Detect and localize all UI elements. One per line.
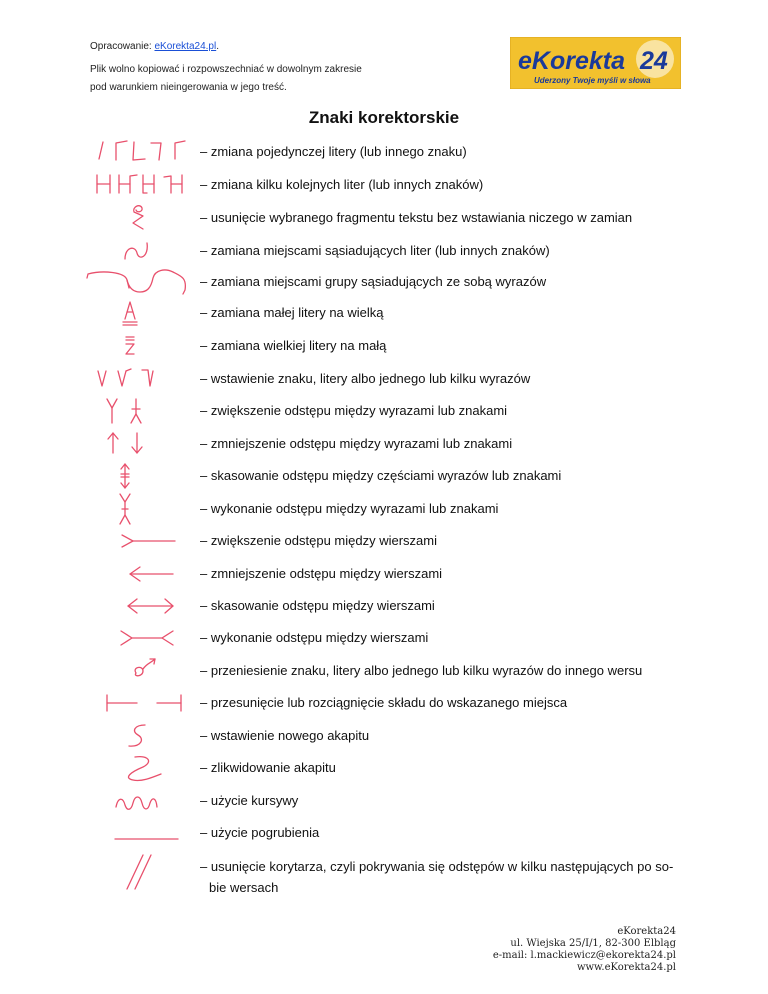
prepared-prefix: Opracowanie: [90,41,155,52]
decrease-word-spacing-mark [85,428,197,460]
item-desc: – zmiana pojedynczej litery (lub innego znaku) [200,144,467,159]
list-item [0,590,768,622]
shift-typesetting-mark [85,687,197,719]
prepared-link[interactable]: eKorekta24.pl [154,41,217,52]
item-desc: – wykonanie odstępu między wierszami [200,630,429,645]
item-desc: – wstawienie nowego akapitu [200,728,370,743]
add-line-spacing-mark [85,622,197,654]
item-desc: – zamiana wielkiej litery na małą [200,338,387,353]
item-desc: – usunięcie korytarza, czyli pokrywania się odstępów w kilku następujących po so- [200,859,674,874]
footer-email: e-mail: l.mackiewicz@ekorekta24.pl [492,950,676,961]
item-desc: – zamiana miejscami sąsiadujących liter (lub innych znaków) [200,243,550,258]
list-item [0,297,768,329]
item-desc: – zmniejszenie odstępu między wyrazami lub znakami [200,436,513,451]
swap-letters-mark [85,235,197,267]
item-desc: – przesunięcie lub rozciągnięcie składu do wskazanego miejsca [200,695,568,710]
list-item [0,525,768,557]
list-item [0,330,768,362]
delete-mark [85,202,197,234]
license-line-2: pod warunkiem nieingerowania w jego treść. [90,82,287,93]
add-spacing-mark [85,493,197,525]
list-item [0,136,768,168]
list-item [0,851,768,883]
list-item [0,493,768,525]
logo-brand: eKorekta [518,47,625,75]
item-desc: – zmiana kilku kolejnych liter (lub innych znaków) [200,177,484,192]
item-desc: – zlikwidowanie akapitu [200,760,336,775]
logo-number: 24 [640,47,668,75]
bold-mark [85,817,197,849]
list-item [0,235,768,267]
swap-words-mark [85,266,197,298]
list-item [0,266,768,298]
list-item [0,428,768,460]
remove-paragraph-mark [85,752,197,784]
single-letter-change-mark [85,136,197,168]
decrease-line-spacing-mark [85,558,197,590]
item-desc: – zwiększenie odstępu między wyrazami lub znakami [200,403,508,418]
increase-line-spacing-mark [85,525,197,557]
item-desc: – skasowanie odstępu między częściami wyrazów lub znakami [200,468,562,483]
footer-contact [493,926,676,974]
item-desc: – usunięcie wybranego fragmentu tekstu bez wstawiania niczego w zamian [200,210,633,225]
increase-word-spacing-mark [85,395,197,427]
remove-spacing-mark [85,460,197,492]
item-desc: – przeniesienie znaku, litery albo jednego lub kilku wyrazów do innego wersu [200,663,643,678]
footer-name: eKorekta24 [617,926,676,937]
license-line-1: Plik wolno kopiować i rozpowszechniać w dowolnym zakresie [90,64,362,75]
item-desc: – zwiększenie odstępu między wierszami [200,533,437,548]
item-desc: – zamiana miejscami grupy sąsiadujących ze sobą wyrazów [200,274,547,289]
list-item [0,687,768,719]
footer-www: www.eKorekta24.pl [576,962,676,973]
list-item [0,622,768,654]
list-item [0,752,768,784]
uppercase-to-lowercase-mark [85,330,197,362]
list-item [0,460,768,492]
list-item [0,169,768,201]
list-item [0,202,768,234]
new-paragraph-mark [85,720,197,752]
logo-tagline: Uderzony Twoje myśli w słowa [534,76,651,85]
list-item [0,558,768,590]
remove-line-spacing-mark [85,590,197,622]
ekorekta24-logo [510,37,681,89]
list-item [0,363,768,395]
item-desc: – wstawienie znaku, litery albo jednego lub kilku wyrazów [200,371,531,386]
list-item [0,655,768,687]
move-to-line-mark [85,655,197,687]
item-desc: – zmniejszenie odstępu między wierszami [200,566,443,581]
list-item [0,785,768,817]
remove-river-mark [85,851,197,893]
item-desc: – użycie pogrubienia [200,825,320,840]
list-item [0,720,768,752]
item-desc: – skasowanie odstępu między wierszami [200,598,435,613]
prepared-suffix: . [216,41,219,52]
prepared-by-line [90,41,219,53]
list-item [0,395,768,427]
italic-mark [85,785,197,817]
lowercase-to-uppercase-mark [85,297,197,329]
item-desc-continuation: bie wersach [209,880,279,895]
page-title: Znaki korektorskie [308,108,460,127]
multi-letter-change-mark [85,169,197,201]
item-desc: – wykonanie odstępu między wyrazami lub znakami [200,501,499,516]
list-item [0,817,768,849]
item-desc: – użycie kursywy [200,793,299,808]
footer-address: ul. Wiejska 25/I/1, 82-300 Elbląg [510,938,676,949]
insert-mark [85,363,197,395]
item-desc: – zamiana małej litery na wielką [200,305,384,320]
